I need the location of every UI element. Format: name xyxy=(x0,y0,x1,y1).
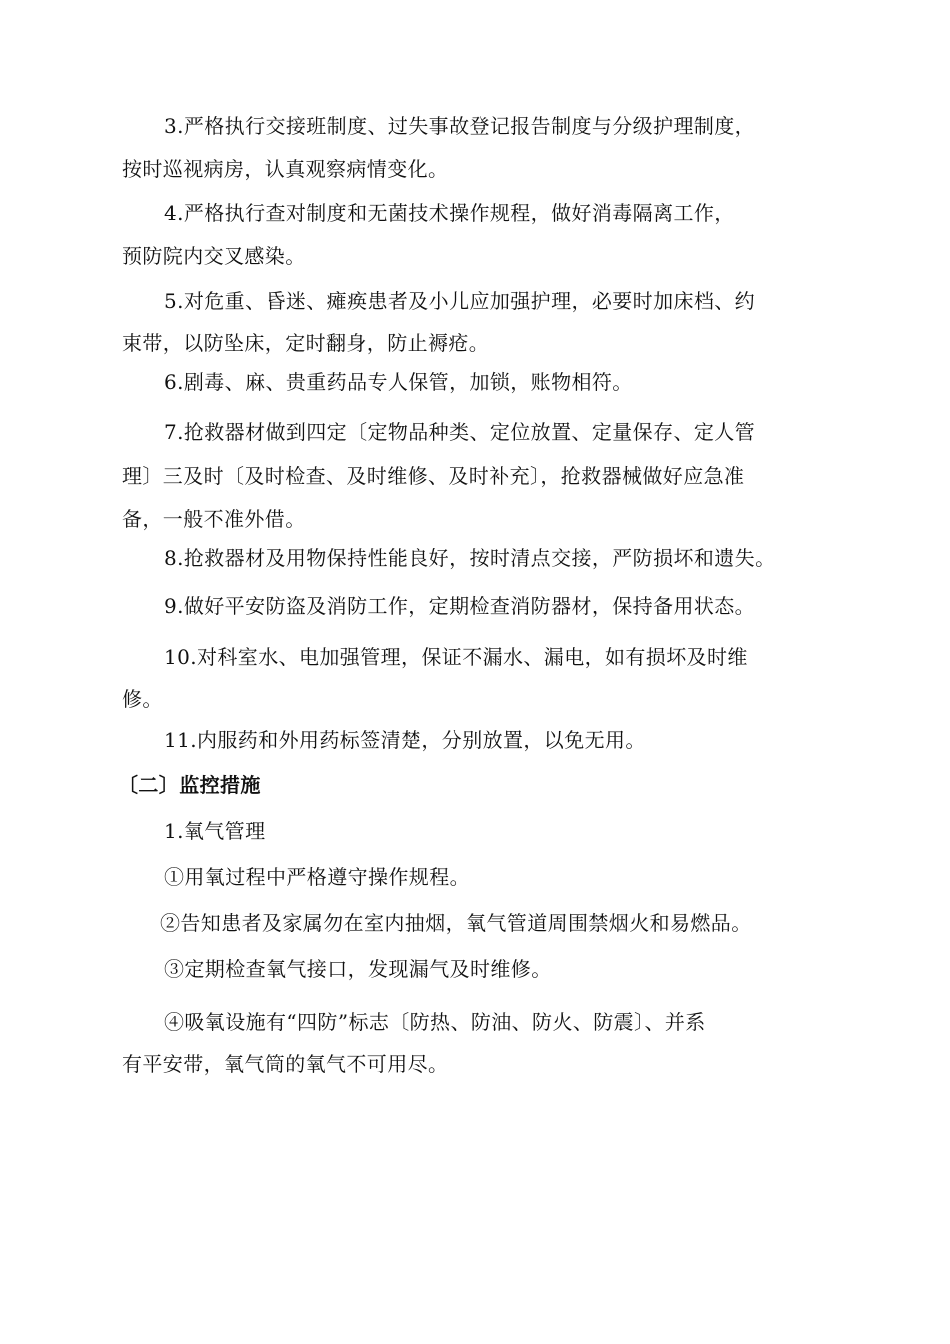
paragraph-item-7-line-1: 7.抢救器材做到四定〔定物品种类、定位放置、定量保存、定人管 xyxy=(164,420,756,444)
sub-item-4-line-1: ④吸氧设施有“四防”标志〔防热、防油、防火、防震〕、并系 xyxy=(164,1010,706,1034)
paragraph-item-10-line-1: 10.对科室水、电加强管理，保证不漏水、漏电，如有损坏及时维 xyxy=(164,645,748,669)
subsection-title: 1.氧气管理 xyxy=(164,819,266,843)
section-heading: 〔二〕监控措施 xyxy=(118,773,261,797)
paragraph-item-8-line-1: 8.抢救器材及用物保持性能良好，按时清点交接，严防损坏和遗失。 xyxy=(164,546,776,570)
sub-item-3-line-1: ③定期检查氧气接口，发现漏气及时维修。 xyxy=(164,957,552,981)
sub-item-4-line-2: 有平安带，氧气筒的氧气不可用尽。 xyxy=(122,1052,449,1076)
paragraph-item-5-line-2: 束带，以防坠床，定时翻身，防止褥疮。 xyxy=(122,331,490,355)
paragraph-item-5-line-1: 5.对危重、昏迷、瘫痪患者及小儿应加强护理，必要时加床档、约 xyxy=(164,289,756,313)
paragraph-item-11-line-1: 11.内服药和外用药标签清楚，分别放置，以免无用。 xyxy=(164,728,646,752)
paragraph-item-4-line-2: 预防院内交叉感染。 xyxy=(122,244,306,268)
paragraph-item-10-line-2: 修。 xyxy=(122,687,163,711)
paragraph-item-7-line-2: 理〕三及时〔及时检查、及时维修、及时补充〕，抢救器械做好应急准 xyxy=(122,464,745,488)
paragraph-item-7-line-3: 备，一般不准外借。 xyxy=(122,507,306,531)
sub-item-1-line-1: ①用氧过程中严格遵守操作规程。 xyxy=(164,865,470,889)
sub-item-2-line-1: ②告知患者及家属勿在室内抽烟，氧气管道周围禁烟火和易燃品。 xyxy=(160,911,752,935)
paragraph-item-6-line-1: 6.剧毒、麻、贵重药品专人保管，加锁，账物相符。 xyxy=(164,370,633,394)
paragraph-item-3-line-1: 3.严格执行交接班制度、过失事故登记报告制度与分级护理制度， xyxy=(164,114,756,138)
paragraph-item-3-line-2: 按时巡视病房，认真观察病情变化。 xyxy=(122,157,449,181)
paragraph-item-9-line-1: 9.做好平安防盗及消防工作，定期检查消防器材，保持备用状态。 xyxy=(164,594,756,618)
paragraph-item-4-line-1: 4.严格执行查对制度和无菌技术操作规程，做好消毒隔离工作， xyxy=(164,201,735,225)
